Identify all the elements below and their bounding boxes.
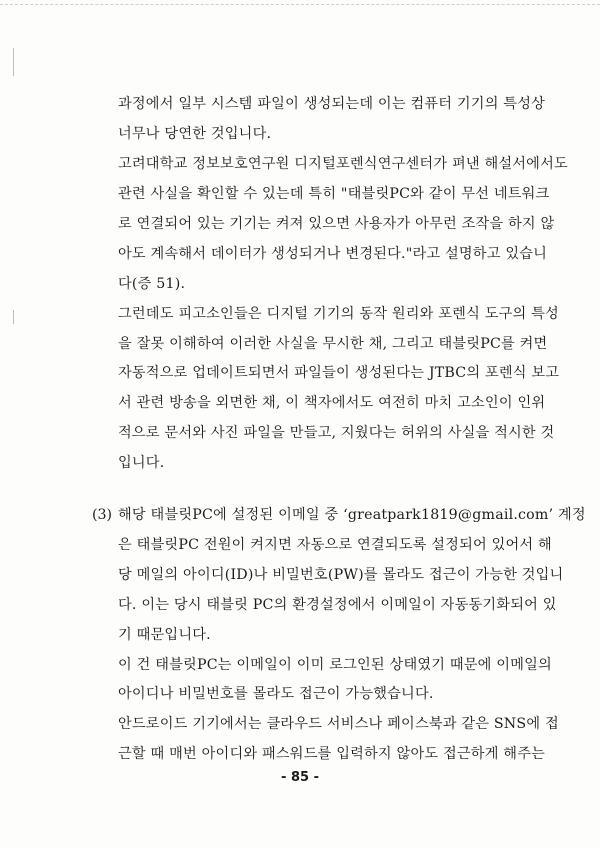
text-line: 근할 때 매번 아이디와 패스워드를 입력하지 않아도 접근하게 해주는 <box>118 746 546 762</box>
text-line: 해당 태블릿PC에 설정된 이메일 중 ‘greatpark1819@gmail.com’ 계정 <box>118 507 586 523</box>
text-line: 적으로 문서와 사진 파일을 만들고, 지웠다는 허위의 사실을 적시한 것 <box>118 425 555 441</box>
text-line: 고려대학교 정보보호연구원 디지털포렌식연구센터가 펴낸 해설서에서도 <box>118 156 568 172</box>
text-line: 서 관련 방송을 외면한 채, 이 책자에서도 여전히 마치 고소인이 인위 <box>118 395 546 411</box>
text-line: 아이디나 비밀번호를 몰라도 접근이 가능했습니다. <box>118 686 434 702</box>
text-line: 입니다. <box>118 455 165 471</box>
text-line: 자동적으로 업데이트되면서 파일들이 생성된다는 JTBC의 포렌식 보고 <box>118 365 560 381</box>
text-line: 관련 사실을 확인할 수 있는데 특히 "태블릿PC와 같이 무선 네트워크 <box>118 186 550 202</box>
text-line: 다. 이는 당시 태블릿 PC의 환경설정에서 이메일이 자동동기화되어 있 <box>118 597 557 613</box>
text-line: 을 잘못 이해하여 이러한 사실을 무시한 채, 그리고 태블릿PC를 켜면 <box>118 336 548 352</box>
scan-top-edge <box>0 4 600 5</box>
text-line: 과정에서 일부 시스템 파일이 생성되는데 이는 컴퓨터 기기의 특성상 <box>118 96 546 112</box>
text-line: 안드로이드 기기에서는 클라우드 서비스나 페이스북과 같은 SNS에 접 <box>118 716 559 732</box>
text-line: 당 메일의 아이디(ID)나 비밀번호(PW)를 몰라도 접근이 가능한 것입니 <box>118 567 564 583</box>
scan-margin-mark <box>13 48 14 76</box>
scan-margin-mark <box>13 310 14 324</box>
text-line: 로 연결되어 있는 기기는 켜져 있으면 사용자가 아무런 조작을 하지 않 <box>118 216 555 232</box>
text-line: 너무나 당연한 것입니다. <box>118 126 272 142</box>
text-line: 이 건 태블릿PC는 이메일이 이미 로그인된 상태였기 때문에 이메일의 <box>118 657 552 673</box>
text-line: 다(증 51). <box>118 276 186 292</box>
text-line: 은 태블릿PC 전원이 켜지면 자동으로 연결되도록 설정되어 있어서 해 <box>118 537 552 553</box>
item-number: (3) <box>92 507 113 523</box>
text-line: 아도 계속해서 데이터가 생성되거나 변경된다."라고 설명하고 있습니 <box>118 246 548 262</box>
text-line: 그런데도 피고소인들은 디지털 기기의 동작 원리와 포렌식 도구의 특성 <box>118 306 559 322</box>
text-line: 기 때문입니다. <box>118 627 211 643</box>
page-number: - 85 - <box>281 770 319 785</box>
